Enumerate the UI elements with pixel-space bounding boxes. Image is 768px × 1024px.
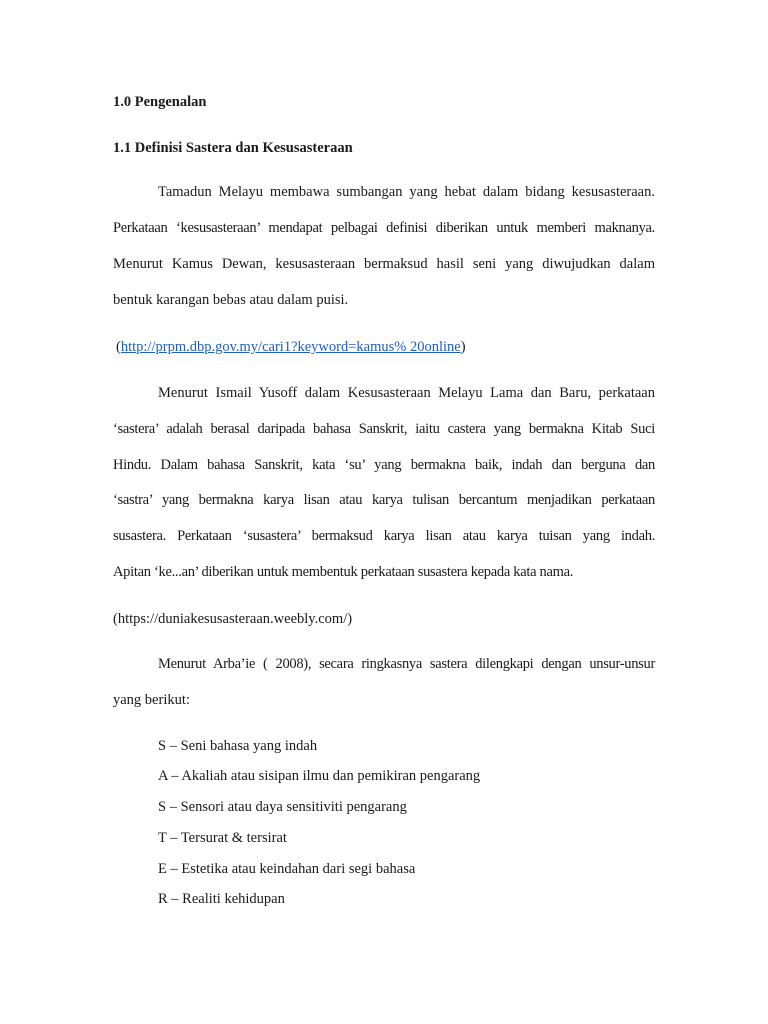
paragraph-line: susastera. Perkataan ‘susastera’ bermaksud karya lisan atau karya tuisan yang indah. [113, 528, 655, 544]
list-item: T – Tersurat & tersirat [158, 830, 287, 846]
list-item: R – Realiti kehidupan [158, 891, 285, 907]
paragraph-line: Hindu. Dalam bahasa Sanskrit, kata ‘su’ yang bermakna baik, indah dan berguna dan [113, 457, 655, 473]
paragraph-line: Apitan ‘ke...an’ diberikan untuk membentuk perkataan susastera kepada kata nama. [113, 564, 574, 580]
section-heading: 1.0 Pengenalan [113, 94, 207, 110]
paragraph-line: Menurut Kamus Dewan, kesusasteraan bermaksud hasil seni yang diwujudkan dalam [113, 256, 655, 272]
subsection-heading: 1.1 Definisi Sastera dan Kesusasteraan [113, 140, 353, 156]
reference-close-paren: ) [460, 339, 466, 355]
paragraph-line: Perkataan ‘kesusasteraan’ mendapat pelbagai definisi diberikan untuk memberi maknanya. [113, 220, 655, 236]
list-item: E – Estetika atau keindahan dari segi bahasa [158, 861, 416, 877]
reference-link[interactable]: http://prpm.dbp.gov.my/cari1?keyword=kamus% 20online [120, 339, 461, 355]
paragraph-line: Menurut Arba’ie ( 2008), secara ringkasnya sastera dilengkapi dengan unsur-unsur [158, 656, 655, 672]
list-item: S – Sensori atau daya sensitiviti pengarang [158, 799, 407, 815]
list-item: A – Akaliah atau sisipan ilmu dan pemikiran pengarang [158, 768, 481, 784]
paragraph-line: Menurut Ismail Yusoff dalam Kesusasteraan Melayu Lama dan Baru, perkataan [158, 385, 655, 401]
reference-open-paren: ( [116, 339, 121, 355]
paragraph-line: ‘sastra’ yang bermakna karya lisan atau karya tulisan bercantum menjadikan perkataan [113, 492, 655, 508]
reference-citation [116, 338, 466, 356]
reference-citation-plain: (https://duniakesusasteraan.weebly.com/) [113, 611, 353, 627]
paragraph-line: ‘sastera’ adalah berasal daripada bahasa Sanskrit, iaitu castera yang bermakna Kitab Suci [113, 421, 655, 437]
list-item: S – Seni bahasa yang indah [158, 738, 318, 754]
paragraph-line: yang berikut: [113, 692, 190, 708]
paragraph-line: bentuk karangan bebas atau dalam puisi. [113, 292, 349, 308]
paragraph-line: Tamadun Melayu membawa sumbangan yang hebat dalam bidang kesusasteraan. [158, 184, 655, 200]
